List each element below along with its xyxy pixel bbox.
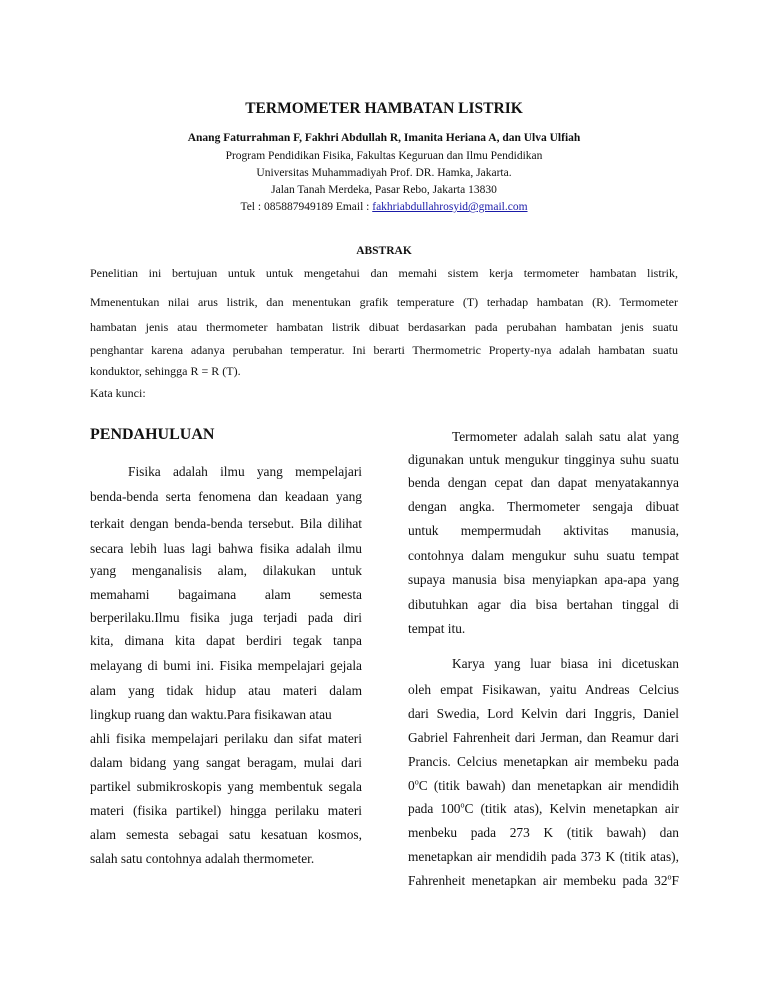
- abstract-line: Penelitian ini bertujuan untuk untuk mengetahui dan memahi sistem kerja termometer hambatan listrik,: [90, 266, 678, 280]
- body-line: Karya yang luar biasa ini dicetuskan: [452, 656, 679, 671]
- body-line: terkait dengan benda-benda tersebut. Bila dilihat: [90, 516, 362, 531]
- body-line: untuk mempermudah aktivitas manusia,: [408, 523, 679, 538]
- body-line: menetapkan air mendidih pada 373 K (titik atas),: [408, 849, 679, 864]
- body-line: alam yang tidak hidup atau materi dalam: [90, 683, 362, 698]
- body-line-with-degree: 0$^o$C (titik bawah) dan menetapkan air mendidih: [408, 777, 679, 793]
- body-line: materi (fisika partikel) hingga perilaku materi: [90, 803, 362, 818]
- body-line: oleh empat Fisikawan, yaitu Andreas Celcius: [408, 682, 679, 697]
- body-line: dengan angka. Thermometer sengaja dibuat: [408, 499, 679, 514]
- body-line-with-degree: Fahrenheit menetapkan air membeku pada 32$^o$F: [408, 872, 679, 888]
- abstract-line: penghantar karena adanya perubahan temperatur. Ini berarti Thermometric Property-nya adalah hambatan suatu: [90, 343, 678, 357]
- keywords-label: Kata kunci:: [90, 386, 146, 400]
- body-line: kita, dimana kita dapat berdiri tegak tanpa: [90, 633, 362, 648]
- body-line: yang menganalisis alam, dilakukan untuk: [90, 563, 362, 578]
- body-line: dibutuhkan agar dia bisa bertahan tinggal di: [408, 597, 679, 612]
- body-line: melayang di bumi ini. Fisika mempelajari gejala: [90, 658, 362, 673]
- body-line: alam semesta sebagai satu kesatuan kosmos,: [90, 827, 362, 842]
- body-line: dalam bidang yang sangat beragam, mulai dari: [90, 755, 362, 770]
- body-line: tempat itu.: [408, 621, 466, 636]
- section-heading: PENDAHULUAN: [90, 426, 215, 443]
- abstract-line: Mmenentukan nilai arus listrik, dan menentukan grafik temperature (T) terhadap hambatan (R). Termometer: [90, 295, 678, 309]
- author-list: Anang Faturrahman F, Fakhri Abdullah R, Imanita Heriana A, dan Ulva Ulfiah: [187, 132, 581, 144]
- affiliation-line-1: Program Pendidikan Fisika, Fakultas Keguruan dan Ilmu Pendidikan: [225, 150, 543, 162]
- body-line: Gabriel Fahrenheit dari Jerman, dan Reamur dari: [408, 730, 679, 745]
- body-line: benda dengan cepat dan dapat menyatakannya: [408, 475, 679, 490]
- body-line: ahli fisika mempelajari perilaku dan sifat materi: [90, 731, 362, 746]
- body-line: Prancis. Celcius menetapkan air membeku pada: [408, 754, 679, 769]
- body-line: lingkup ruang dan waktu.Para fisikawan atau: [90, 707, 332, 722]
- phone-email-label: Tel : 085887949189 Email :: [240, 201, 373, 213]
- email-link[interactable]: fakhriabdullahrosyid@gmail.com: [372, 201, 528, 213]
- affiliation-line-3: Jalan Tanah Merdeka, Pasar Rebo, Jakarta 13830: [271, 184, 497, 196]
- body-line: partikel submikroskopis yang membentuk segala: [90, 779, 362, 794]
- body-line: digunakan untuk mengukur tingginya suhu suatu: [408, 452, 679, 467]
- abstract-heading: ABSTRAK: [356, 245, 412, 257]
- body-line: berperilaku.Ilmu fisika juga terjadi pada diri: [90, 610, 362, 625]
- body-line: contohnya dalam mengukur suhu suatu tempat: [408, 548, 679, 563]
- body-line: supaya manusia bisa menyiapkan apa-apa yang: [408, 572, 679, 587]
- body-line: secara lebih luas lagi bahwa fisika adalah ilmu: [90, 541, 362, 556]
- abstract-line: konduktor, sehingga R = R (T).: [90, 364, 241, 378]
- body-line: salah satu contohnya adalah thermometer.: [90, 851, 315, 866]
- body-line: benda-benda serta fenomena dan keadaan yang: [90, 489, 362, 504]
- body-line: menbeku pada 273 K (titik bawah) dan: [408, 825, 679, 840]
- body-line: dari Swedia, Lord Kelvin dari Inggris, Daniel: [408, 706, 679, 721]
- body-line-with-degree: pada 100$^o$C (titik atas), Kelvin menetapkan air: [408, 800, 679, 816]
- abstract-line: hambatan jenis atau thermometer hambatan listrik dibuat berdasarkan pada perubahan hambatan jenis suatu: [90, 320, 678, 334]
- contact-line: [0, 201, 768, 213]
- body-line: Termometer adalah salah satu alat yang: [452, 429, 679, 444]
- body-line: Fisika adalah ilmu yang mempelajari: [128, 464, 362, 479]
- body-line: memahami bagaimana alam semesta: [90, 587, 362, 602]
- affiliation-line-2: Universitas Muhammadiyah Prof. DR. Hamka, Jakarta.: [256, 167, 512, 179]
- paper-title: TERMOMETER HAMBATAN LISTRIK: [245, 100, 523, 117]
